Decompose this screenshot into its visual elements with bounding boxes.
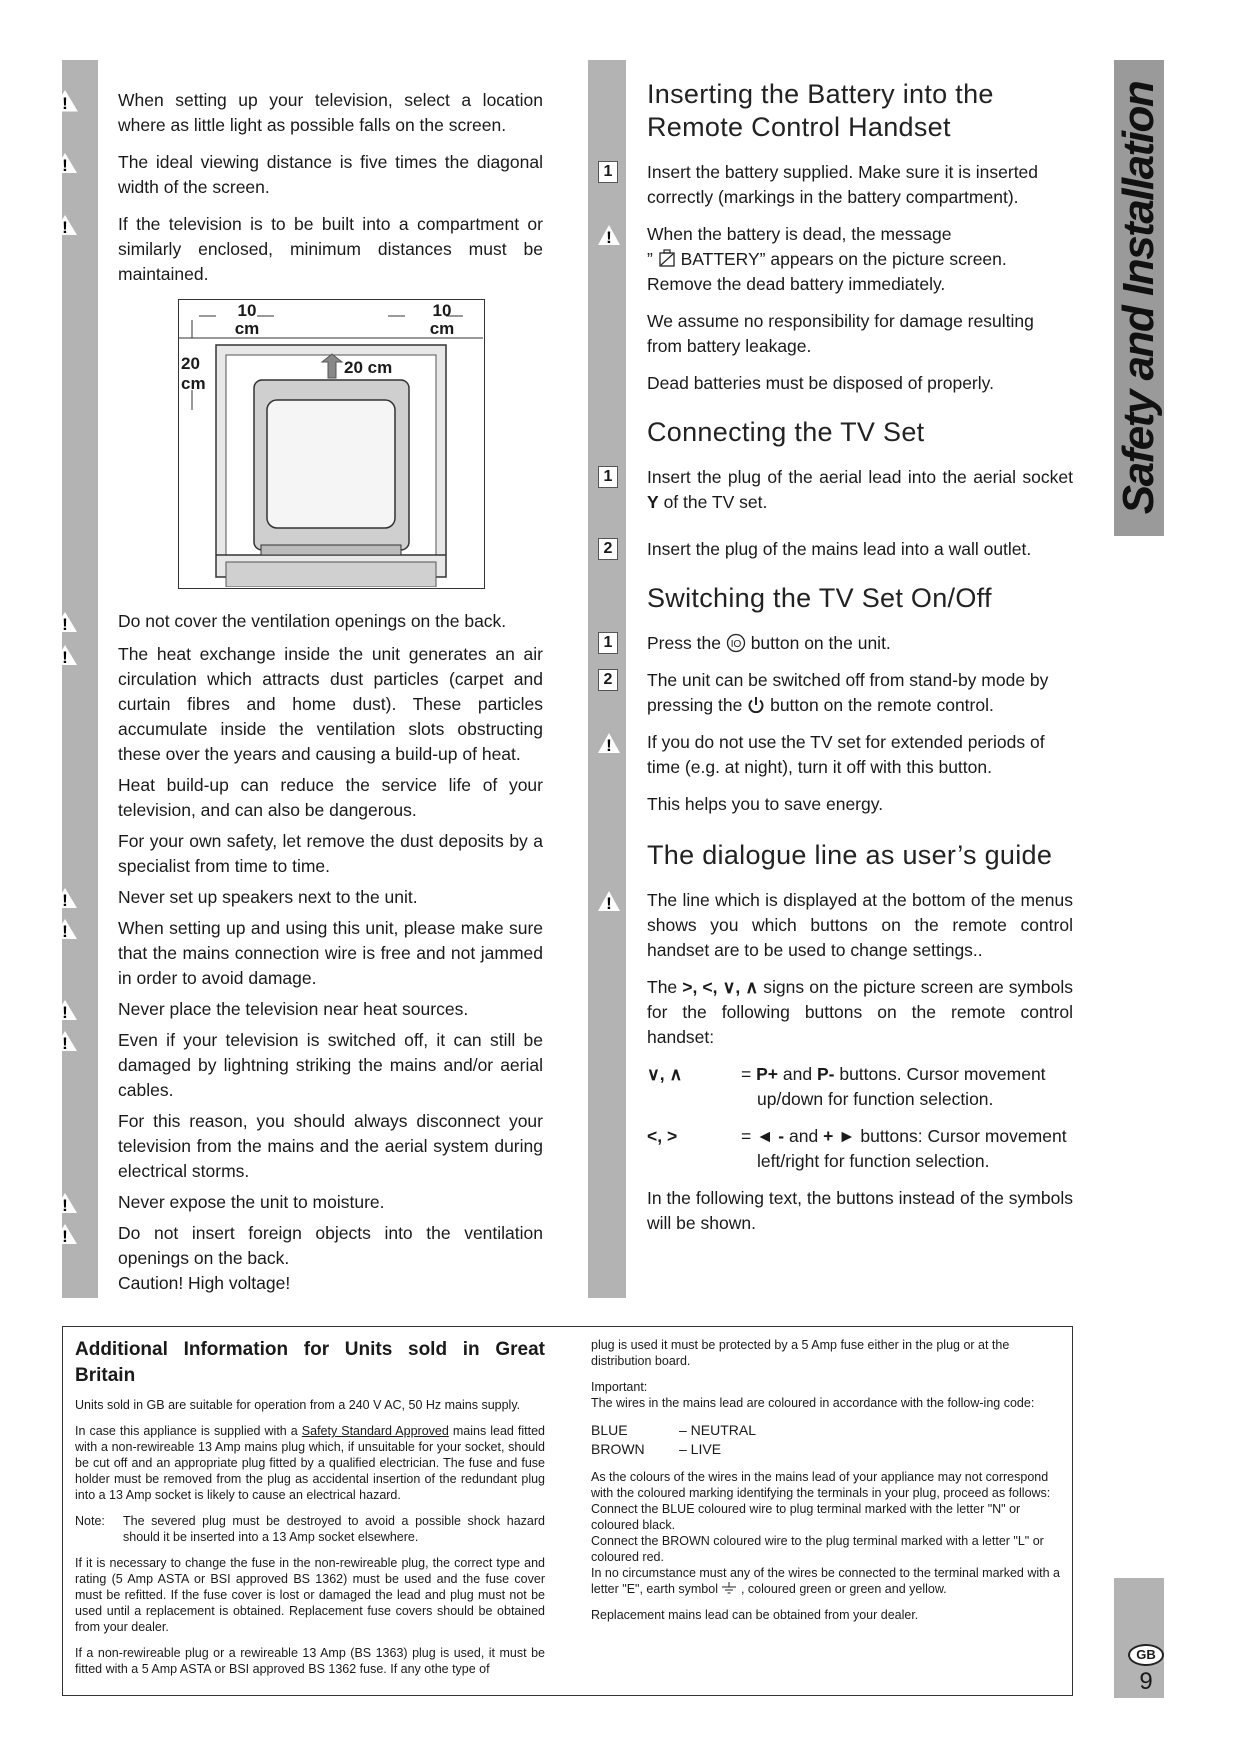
wire-row: BLUE – NEUTRAL	[591, 1422, 757, 1438]
paragraph: In the following text, the buttons instead of the symbols will be shown.	[647, 1188, 1073, 1233]
svg-text:!: !	[62, 1034, 68, 1052]
warning-text-line1: When the battery is dead, the message	[647, 224, 952, 244]
item-text: Do not cover the ventilation openings on the back.	[118, 611, 507, 631]
info-title: Additional Information for Units sold in Great Britain	[75, 1339, 545, 1386]
symbol-row	[647, 1062, 1073, 1112]
safety-standard-text: Safety Standard Approved	[301, 1424, 449, 1438]
symbol-description: = P+ and P- buttons. Cursor movement up/down for function selection.	[741, 1064, 1046, 1109]
step-item	[603, 160, 1073, 210]
navigation-symbols: >, <, ∨, ∧	[682, 977, 759, 997]
svg-text:!: !	[606, 228, 612, 246]
side-tab-label: Safety and Installation	[1114, 81, 1163, 515]
warning-item	[62, 1221, 543, 1271]
info-paragraph: As the colours of the wires in the mains lead of your appliance may not correspond with the coloured marking identifying the terminals in your plug, proceed as follows:	[591, 1470, 1051, 1500]
item-text: The ideal viewing distance is five times the diagonal width of the screen.	[118, 152, 543, 197]
svg-text:!: !	[62, 615, 68, 633]
svg-text:!: !	[62, 1227, 68, 1245]
warning-icon	[597, 732, 621, 754]
warning-item	[62, 150, 543, 200]
step-item: 2 The unit can be switched off from stand-by mode by pressing the button on the remote control.	[647, 668, 1073, 718]
standby-icon	[747, 696, 765, 714]
caution-text: Caution! High voltage!	[118, 1273, 291, 1293]
left-column	[62, 88, 543, 1296]
info-paragraph: In no circumstance must any of the wires be connected to the terminal marked with a letter "E", earth symbol , coloured green or green and yellow.	[591, 1566, 1060, 1596]
country-badge: GB	[1128, 1644, 1164, 1666]
warning-icon	[52, 918, 78, 940]
warning-icon	[52, 214, 78, 236]
tv-cabinet-drawing	[179, 300, 483, 587]
wire-row: BROWN – LIVE	[591, 1441, 722, 1457]
gb-info-box	[62, 1326, 1073, 1696]
clearance-label-top: 20 cm	[344, 358, 393, 377]
info-left-column	[75, 1337, 545, 1687]
info-paragraph: Units sold in GB are suitable for operation from a 240 V AC, 50 Hz mains supply.	[75, 1398, 521, 1412]
warning-icon	[52, 644, 78, 666]
warning-text-line3: Remove the dead battery immediately.	[647, 274, 946, 294]
info-paragraph: Connect the BROWN coloured wire to the plug terminal marked with a letter "L" or coloured red.	[591, 1534, 1044, 1564]
symbol-description: = ◄ - and + ► buttons: Cursor movement left/right for function selection.	[741, 1126, 1067, 1171]
svg-text:!: !	[62, 1196, 68, 1214]
installation-clearance-diagram	[178, 299, 485, 589]
info-paragraph: plug is used it must be protected by a 5 Amp fuse either in the plug or at the distribution board.	[591, 1338, 1010, 1368]
page-number: 9	[1139, 1668, 1153, 1695]
svg-text:IO: IO	[730, 639, 742, 650]
paragraph: The >, <, ∨, ∧ signs on the picture screen are symbols for the following buttons on the remote control handset:	[647, 977, 1073, 1047]
paragraph: For your own safety, let remove the dust deposits by a specialist from time to time.	[118, 831, 543, 876]
step-text: Insert the battery supplied. Make sure it is inserted correctly (markings in the battery compartment).	[647, 162, 1039, 207]
section-heading-dialogue: The dialogue line as user’s guide	[647, 840, 1053, 870]
left-margin-strip	[62, 60, 98, 1298]
warning-item	[62, 1190, 543, 1215]
section-heading-switching: Switching the TV Set On/Off	[647, 583, 992, 613]
warning-item	[62, 88, 543, 138]
power-button-icon	[726, 633, 746, 653]
warning-icon	[52, 887, 78, 909]
info-note: Note: The severed plug must be destroyed to avoid a possible shock hazard should it be inserted into a 13 Amp socket elsewhere.	[75, 1514, 545, 1544]
warning-item	[606, 222, 1073, 297]
step-number: 2	[598, 538, 618, 560]
warning-item: ! If you do not use the TV set for extended periods of time (e.g. at night), turn it off with this button.	[647, 730, 1073, 780]
warning-icon	[597, 224, 621, 246]
clearance-label-top-left: 10 cm	[234, 301, 260, 338]
item-text: Never expose the unit to moisture.	[118, 1192, 385, 1212]
antenna-icon: Y	[647, 492, 659, 512]
info-paragraph: If it is necessary to change the fuse in the non-rewireable plug, the correct type and rating (5 Amp ASTA or BSI approved BS 1362) must be used and the fuse cover must be refitted. If the fuse cover is lost or damaged the lead and plug must not be used until a replacement is obtained. Replacement fuse covers should be obtained from your dealer.	[75, 1556, 545, 1634]
warning-item	[62, 885, 543, 910]
paragraph: Dead batteries must be disposed of properly.	[647, 373, 994, 393]
up-down-symbols: ∨, ∧	[647, 1064, 683, 1084]
item-text: Never set up speakers next to the unit.	[118, 887, 418, 907]
warning-icon	[597, 890, 621, 912]
earth-icon	[721, 1582, 737, 1594]
svg-text:!: !	[62, 648, 68, 666]
svg-text:!: !	[62, 891, 68, 909]
svg-text:!: !	[62, 156, 68, 174]
info-paragraph: In case this appliance is supplied with a Safety Standard Approved mains lead fitted with a non-rewireable 13 Amp mains plug which, if unsuitable for your socket, should be cut off and an appropriate plug fitted by a qualified electrician. The fuse and fuse holder must be removed from the plug as accidental insertion of the redundant plug into a 13 Amp socket is likely to cause an electrical hazard.	[75, 1424, 545, 1502]
section-heading-battery: Inserting the Battery into the Remote Control Handset	[647, 79, 994, 142]
warning-item	[62, 1028, 543, 1103]
step-number: 2	[598, 669, 618, 691]
warning-item	[62, 997, 543, 1022]
svg-text:!: !	[62, 1003, 68, 1021]
paragraph: This helps you to save energy.	[647, 794, 884, 814]
warning-icon	[52, 999, 78, 1021]
warning-icon	[52, 1030, 78, 1052]
step-number: 1	[598, 632, 618, 654]
paragraph: For this reason, you should always disconnect your television from the mains and the aerial system during electrical storms.	[118, 1111, 543, 1181]
warning-icon	[52, 611, 78, 633]
item-text: When setting up your television, select a location where as little light as possible falls on the screen.	[118, 90, 543, 135]
item-text: Do not insert foreign objects into the ventilation openings on the back.	[118, 1223, 543, 1268]
info-right-column	[591, 1337, 1061, 1623]
section-heading-connecting: Connecting the TV Set	[647, 417, 925, 447]
right-column	[603, 78, 1073, 1236]
info-paragraph: If a non-rewireable plug or a rewireable 13 Amp (BS 1363) plug is used, it must be fitted with a 5 Amp ASTA or BSI approved BS 1362 fuse. If any othe type of	[75, 1646, 545, 1676]
info-paragraph: Important: The wires in the mains lead are coloured in accordance with the follow-ing code:	[591, 1380, 1035, 1410]
svg-text:!: !	[606, 894, 612, 912]
item-text: Even if your television is switched off, it can still be damaged by lightning striking the mains and/or aerial cables.	[118, 1030, 543, 1100]
warning-icon	[52, 1223, 78, 1245]
warning-item: ! The line which is displayed at the bottom of the menus shows you which buttons on the remote control handset are to be used to change settings..	[647, 888, 1073, 963]
step-number: 1	[598, 161, 618, 183]
warning-item	[62, 212, 543, 287]
paragraph: We assume no responsibility for damage resulting from battery leakage.	[647, 311, 1034, 356]
step-item: 1 Press the IO button on the unit.	[647, 631, 1073, 656]
step-item: 1 Insert the plug of the aerial lead into the aerial socket Y of the TV set.	[647, 465, 1073, 515]
symbol-row	[647, 1124, 1073, 1174]
warning-item	[62, 916, 543, 991]
svg-text:!: !	[62, 218, 68, 236]
battery-icon	[658, 249, 676, 267]
warning-item	[62, 642, 543, 767]
warning-icon	[52, 90, 78, 112]
step-item: 2 Insert the plug of the mains lead into a wall outlet.	[647, 537, 1073, 562]
svg-text:!: !	[62, 922, 68, 940]
info-paragraph: Connect the BLUE coloured wire to plug terminal marked with the letter "N" or coloured black.	[591, 1502, 1021, 1532]
item-text: If the television is to be built into a compartment or similarly enclosed, minimum distances must be maintained.	[118, 214, 543, 284]
paragraph: Heat build-up can reduce the service life of your television, and can also be dangerous.	[118, 775, 543, 820]
wire-code-table	[591, 1421, 1061, 1459]
clearance-label-side: 20 cm	[181, 354, 206, 393]
left-right-symbols: <, >	[647, 1126, 678, 1146]
item-text: Never place the television near heat sources.	[118, 999, 469, 1019]
warning-icon	[52, 1192, 78, 1214]
clearance-label-top-right: 10 cm	[429, 301, 455, 338]
item-text: When setting up and using this unit, please make sure that the mains connection wire is free and not jammed in order to avoid damage.	[118, 918, 543, 988]
svg-text:!: !	[62, 94, 68, 112]
warning-text-line2: ” BATTERY” appears on the picture screen.	[647, 249, 1007, 269]
warning-item	[62, 609, 543, 634]
info-paragraph: Replacement mains lead can be obtained from your dealer.	[591, 1608, 919, 1622]
warning-icon	[52, 152, 78, 174]
step-number: 1	[598, 466, 618, 488]
item-text: The heat exchange inside the unit generates an air circulation which attracts dust particles (carpet and curtain fibres and home dust). These particles accumulate inside the ventilation slots obstructing these over the years and causing a build-up of heat.	[118, 644, 543, 764]
svg-text:!: !	[606, 736, 612, 754]
